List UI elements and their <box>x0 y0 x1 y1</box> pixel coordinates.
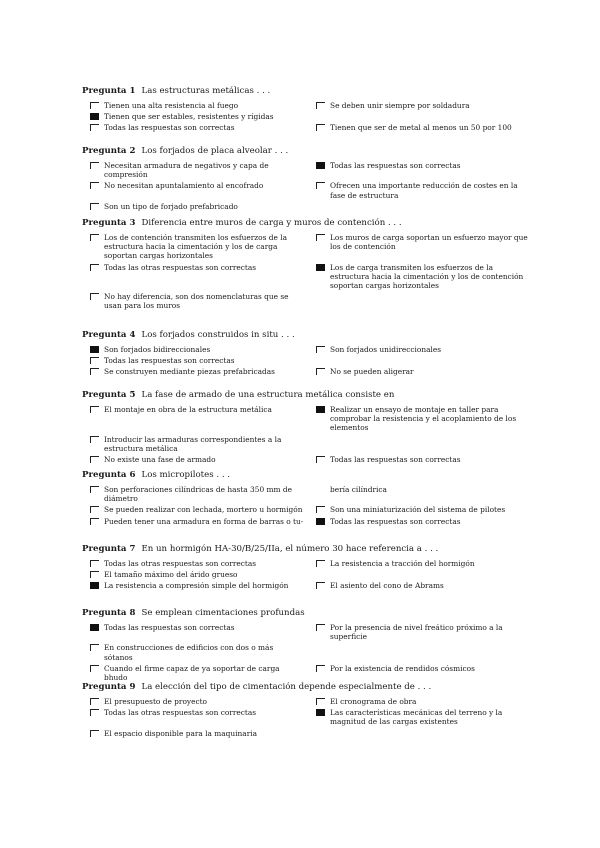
option-label: Se construyen mediante piezas prefabricadas <box>104 367 275 377</box>
answer-option[interactable] <box>82 112 304 121</box>
answer-option[interactable] <box>82 517 304 526</box>
option-label: Son una miniaturización del sistema de pilotes <box>330 505 506 515</box>
answer-option[interactable] <box>308 708 530 726</box>
empty-cell <box>308 729 530 738</box>
answer-option[interactable] <box>308 559 530 568</box>
answer-option[interactable] <box>82 292 304 310</box>
checkbox-unchecked[interactable] <box>90 264 99 271</box>
checkbox-unchecked[interactable] <box>90 698 99 705</box>
options-grid <box>82 559 522 591</box>
answer-option[interactable] <box>308 455 530 464</box>
question-heading <box>82 470 522 480</box>
checkbox-unchecked[interactable] <box>90 709 99 716</box>
option-label: Todas las respuestas son correctas <box>104 623 235 632</box>
answer-option[interactable] <box>82 455 304 464</box>
checkbox-unchecked[interactable] <box>90 368 99 375</box>
option-label: Las características mecánicas del terreno y la magnitud de las cargas existentes <box>330 708 503 727</box>
question-number: Pregunta 2 <box>82 146 136 156</box>
question-block <box>82 682 522 738</box>
answer-option[interactable] <box>308 123 530 132</box>
option-label: Todas las respuestas son correctas <box>104 356 235 366</box>
answer-option[interactable] <box>82 643 304 661</box>
answer-option[interactable] <box>82 729 304 738</box>
question-block <box>82 218 528 311</box>
checkbox-unchecked[interactable] <box>90 406 99 413</box>
checkbox-checked[interactable] <box>90 346 99 353</box>
options-grid <box>82 697 522 738</box>
option-label: Son perforaciones cilíndricas de hasta 350 mm de diámetro <box>104 485 292 504</box>
question-block <box>82 544 522 591</box>
checkbox-checked[interactable] <box>316 264 325 271</box>
checkbox-unchecked[interactable] <box>316 665 325 672</box>
option-label: bería cilíndrica <box>330 485 387 494</box>
option-label: Tienen que ser estables, resistentes y rígidas <box>104 112 274 122</box>
answer-option[interactable] <box>308 664 530 682</box>
checkbox-unchecked[interactable] <box>90 436 99 443</box>
question-heading <box>82 330 522 340</box>
option-label: Los de contención transmiten los esfuerzos de la estructura hacia la cimentación y los de carga soportan cargas horizontales <box>104 233 287 261</box>
option-label: Todas las otras respuestas son correctas <box>104 262 257 272</box>
option-label: La resistencia a tracción del hormigón <box>330 559 475 568</box>
option-label: Introducir las armaduras correspondientes a la estructura metálica <box>104 434 282 453</box>
answer-option[interactable] <box>308 181 530 199</box>
option-label: Los de carga transmiten los esfuerzos de la estructura hacia la cimentación y los de contención soportan cargas horizontales <box>330 262 524 291</box>
option-label: Son un tipo de forjado prefabricado <box>104 201 238 211</box>
checkbox-unchecked[interactable] <box>316 560 325 567</box>
options-grid <box>82 485 522 526</box>
option-label: Ofrecen una importante reducción de costes en la fase de estructura <box>330 181 518 200</box>
options-grid <box>82 161 522 211</box>
question-heading <box>82 682 522 692</box>
option-label: El tamaño máximo del árido grueso <box>104 570 238 580</box>
option-label: Tienen una alta resistencia al fuego <box>104 101 239 110</box>
question-text: Los forjados construidos in situ . . . <box>141 330 295 340</box>
checkbox-checked[interactable] <box>90 113 99 120</box>
question-text: En un hormigón HA-30/B/25/IIa, el número 30 hace referencia a . . . <box>141 544 439 554</box>
answer-option[interactable] <box>82 345 304 354</box>
answer-option[interactable] <box>308 623 530 641</box>
checkbox-unchecked[interactable] <box>316 102 325 109</box>
question-text: La elección del tipo de cimentación depende especialmente de . . . <box>141 682 432 692</box>
checkbox-unchecked[interactable] <box>90 730 99 737</box>
option-label: El espacio disponible para la maquinaria <box>104 728 258 738</box>
question-block <box>82 86 522 133</box>
option-label: Se pueden realizar con lechada, mortero u hormigón <box>104 505 303 515</box>
option-label: Necesitan armadura de negativos y capa de compresión <box>104 161 269 180</box>
option-label: Todas las respuestas son correctas <box>330 161 461 170</box>
checkbox-unchecked[interactable] <box>90 506 99 513</box>
option-label: La resistencia a compresión simple del hormigón <box>104 581 289 591</box>
answer-option[interactable] <box>82 263 304 291</box>
answer-option[interactable] <box>82 367 304 376</box>
answer-option[interactable] <box>308 505 530 514</box>
option-label: No hay diferencia, son dos nomenclaturas que se usan para los muros <box>104 292 289 311</box>
answer-option[interactable] <box>82 485 304 503</box>
answer-option[interactable] <box>82 559 304 568</box>
checkbox-unchecked[interactable] <box>90 571 99 578</box>
answer-option[interactable] <box>82 581 304 590</box>
checkbox-unchecked[interactable] <box>90 665 99 672</box>
option-label: Todas las respuestas son correctas <box>330 516 461 526</box>
option-label: Se deben unir siempre por soldadura <box>330 101 470 110</box>
answer-option[interactable] <box>82 181 304 199</box>
question-number: Pregunta 9 <box>82 682 136 692</box>
checkbox-unchecked[interactable] <box>316 182 325 189</box>
question-number: Pregunta 4 <box>82 330 136 340</box>
question-text: Los forjados de placa alveolar . . . <box>141 146 289 156</box>
checkbox-unchecked[interactable] <box>90 182 99 189</box>
checkbox-unchecked[interactable] <box>316 346 325 353</box>
option-label: Los muros de carga soportan un esfuerzo mayor que los de contención <box>330 233 528 252</box>
answer-option[interactable] <box>308 517 530 526</box>
answer-option[interactable] <box>82 435 304 453</box>
answer-option[interactable] <box>308 581 530 590</box>
question-text: Diferencia entre muros de carga y muros de contención . . . <box>141 218 402 228</box>
answer-option[interactable] <box>82 405 304 433</box>
answer-option[interactable] <box>82 233 304 261</box>
answer-option[interactable] <box>82 570 304 579</box>
checkbox-unchecked[interactable] <box>90 644 99 651</box>
option-label: Tienen que ser de metal al menos un 50 por 100 <box>330 123 512 133</box>
option-label: Pueden tener una armadura en forma de barras o tu- <box>104 516 304 526</box>
answer-option[interactable] <box>308 233 530 261</box>
question-text: Se emplean cimentaciones profundas <box>141 608 305 618</box>
option-label: No necesitan apuntalamiento al encofrado <box>104 181 264 191</box>
answer-option[interactable] <box>308 101 530 110</box>
options-grid <box>82 233 528 311</box>
question-number: Pregunta 7 <box>82 544 136 554</box>
checkbox-checked[interactable] <box>316 518 325 525</box>
question-number: Pregunta 5 <box>82 390 136 400</box>
question-number: Pregunta 1 <box>82 86 136 96</box>
answer-option <box>308 485 530 503</box>
question-block <box>82 330 522 377</box>
checkbox-unchecked[interactable] <box>90 293 99 300</box>
checkbox-unchecked[interactable] <box>90 203 99 210</box>
checkbox-unchecked[interactable] <box>90 518 99 525</box>
checkbox-unchecked[interactable] <box>316 506 325 513</box>
question-text: Los micropilotes . . . <box>141 470 231 480</box>
option-label: El presupuesto de proyecto <box>104 697 207 706</box>
checkbox-checked[interactable] <box>316 162 325 169</box>
option-label: Son forjados unidireccionales <box>330 345 442 354</box>
answer-option[interactable] <box>82 161 304 179</box>
answer-option[interactable] <box>82 505 304 514</box>
answer-option[interactable] <box>82 202 304 211</box>
checkbox-checked[interactable] <box>90 624 99 631</box>
question-heading <box>82 86 522 96</box>
question-number: Pregunta 6 <box>82 470 136 480</box>
answer-option[interactable] <box>82 123 304 132</box>
checkbox-unchecked[interactable] <box>316 582 325 589</box>
empty-cell <box>308 356 530 365</box>
answer-option[interactable] <box>82 697 304 706</box>
options-grid <box>82 345 522 377</box>
answer-option[interactable] <box>82 356 304 365</box>
option-label: Todas las respuestas son correctas <box>104 123 235 133</box>
option-label: Todas las otras respuestas son correctas <box>104 559 257 568</box>
question-block <box>82 608 522 682</box>
empty-cell <box>308 202 530 211</box>
answer-option[interactable] <box>308 405 530 433</box>
checkbox-unchecked[interactable] <box>90 560 99 567</box>
checkbox-unchecked[interactable] <box>90 486 99 493</box>
empty-cell <box>308 292 530 310</box>
checkbox-unchecked[interactable] <box>316 368 325 375</box>
question-heading <box>82 608 522 618</box>
option-label: El montaje en obra de la estructura metálica <box>104 405 272 414</box>
checkbox-unchecked[interactable] <box>316 124 325 131</box>
empty-cell <box>308 435 530 453</box>
answer-option[interactable] <box>308 367 530 376</box>
checkbox-checked[interactable] <box>90 582 99 589</box>
empty-cell <box>308 643 530 661</box>
question-heading <box>82 146 522 156</box>
answer-option[interactable] <box>82 664 304 682</box>
checkbox-unchecked[interactable] <box>316 456 325 463</box>
option-label: El asiento del cono de Abrams <box>330 581 444 591</box>
checkbox-checked[interactable] <box>316 406 325 413</box>
checkbox-unchecked[interactable] <box>90 102 99 109</box>
question-heading <box>82 390 522 400</box>
answer-option[interactable] <box>308 697 530 706</box>
checkbox-unchecked[interactable] <box>90 124 99 131</box>
options-grid <box>82 405 522 464</box>
checkbox-checked[interactable] <box>316 709 325 716</box>
question-text: Las estructuras metálicas . . . <box>141 86 271 96</box>
answer-option[interactable] <box>82 623 304 641</box>
checkbox-unchecked[interactable] <box>316 234 325 241</box>
answer-option[interactable] <box>308 263 530 291</box>
checkbox-unchecked[interactable] <box>90 456 99 463</box>
question-text: La fase de armado de una estructura metálica consiste en <box>141 390 395 400</box>
checkbox-unchecked[interactable] <box>90 234 99 241</box>
checkbox-unchecked[interactable] <box>90 357 99 364</box>
option-label: Cuando el firme capaz de ya soportar de carga bhudo <box>104 663 280 683</box>
option-label: Todas las otras respuestas son correctas <box>104 708 257 718</box>
option-label: No se pueden aligerar <box>330 367 414 377</box>
option-label: Por la presencia de nivel freático próximo a la superficie <box>330 623 503 642</box>
checkbox-unchecked[interactable] <box>90 162 99 169</box>
options-grid <box>82 101 522 133</box>
checkbox-unchecked[interactable] <box>316 698 325 705</box>
question-block <box>82 390 522 464</box>
option-label: Realizar un ensayo de montaje en taller para comprobar la resistencia y el acoplamiento de los elementos <box>330 405 517 433</box>
option-label: En construcciones de edificios con dos o más sótanos <box>104 643 274 662</box>
options-grid <box>82 623 522 682</box>
answer-option[interactable] <box>308 345 530 354</box>
question-number: Pregunta 8 <box>82 608 136 618</box>
option-label: Por la existencia de rendidos cósmicos <box>330 663 475 673</box>
option-label: No existe una fase de armado <box>104 455 216 465</box>
option-label: Todas las respuestas son correctas <box>330 455 461 465</box>
answer-option[interactable] <box>82 708 304 726</box>
answer-option[interactable] <box>308 161 530 179</box>
question-heading <box>82 544 522 554</box>
question-block <box>82 470 522 526</box>
question-number: Pregunta 3 <box>82 218 136 228</box>
empty-cell <box>308 112 530 121</box>
question-heading <box>82 218 522 228</box>
option-label: El cronograma de obra <box>330 697 417 706</box>
empty-cell <box>308 570 530 579</box>
checkbox-unchecked[interactable] <box>316 624 325 631</box>
option-label: Son forjados bidireccionales <box>104 345 211 354</box>
answer-option[interactable] <box>82 101 304 110</box>
question-block <box>82 146 522 211</box>
